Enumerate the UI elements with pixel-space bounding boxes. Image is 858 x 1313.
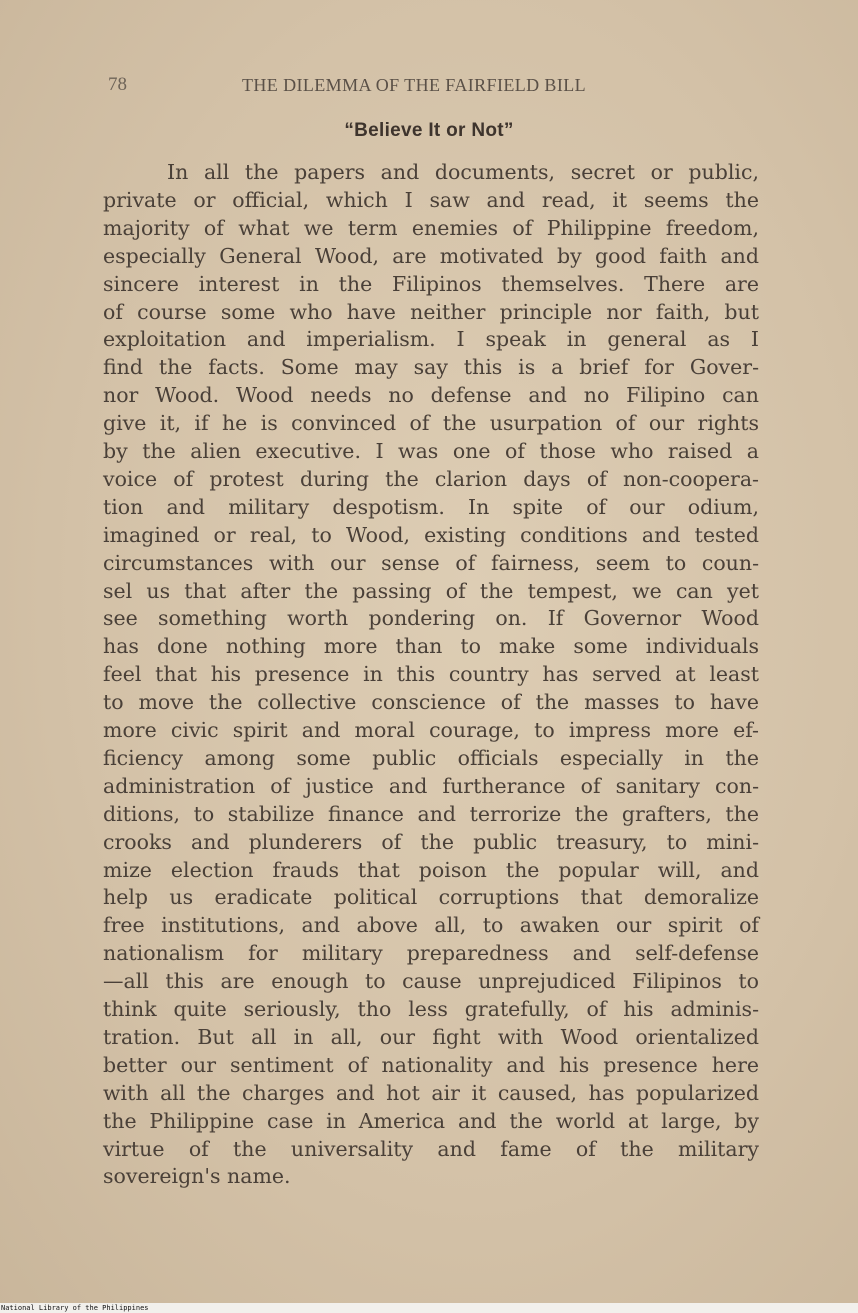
text-line: the Philippine case in America and the world at large, by bbox=[103, 1108, 759, 1133]
running-title: THE DILEMMA OF THE FAIRFIELD BILL bbox=[242, 75, 587, 95]
text-line: ditions, to stabilize finance and terrorize the grafters, the bbox=[103, 801, 759, 826]
text-line: ficiency among some public officials especially in the bbox=[103, 745, 759, 770]
text-line: crooks and plunderers of the public treasury, to mini- bbox=[103, 829, 759, 854]
text-line: circumstances with our sense of fairness, seem to coun- bbox=[103, 550, 759, 575]
text-line: sincere interest in the Filipinos themselves. There are bbox=[103, 271, 759, 296]
running-head bbox=[108, 74, 758, 98]
text-line: exploitation and imperialism. I speak in general as I bbox=[103, 327, 759, 352]
text-line: —all this are enough to cause unprejudiced Filipinos to bbox=[103, 969, 759, 994]
text-line: with all the charges and hot air it caused, has popularized bbox=[103, 1080, 759, 1105]
text-line: nationalism for military preparedness and self-defense bbox=[103, 941, 759, 966]
text-line: give it, if he is convinced of the usurpation of our rights bbox=[103, 411, 759, 436]
text-line: nor Wood. Wood needs no defense and no Filipino can bbox=[103, 383, 759, 408]
text-line: free institutions, and above all, to awaken our spirit of bbox=[103, 913, 759, 938]
text-line: imagined or real, to Wood, existing conditions and tested bbox=[103, 522, 759, 547]
text-line: of course some who have neither principle nor faith, but bbox=[103, 299, 759, 324]
text-line: sovereign's name. bbox=[103, 1164, 291, 1189]
text-line: voice of protest during the clarion days of non-coopera- bbox=[103, 466, 759, 491]
text-line: more civic spirit and moral courage, to impress more ef- bbox=[103, 718, 759, 742]
text-line: to move the collective conscience of the masses to have bbox=[103, 690, 759, 715]
text-line: sel us that after the passing of the tempest, we can yet bbox=[103, 578, 759, 603]
section-heading: “Believe It or Not” bbox=[344, 120, 514, 141]
page-number: 78 bbox=[108, 74, 127, 95]
text-line: find the facts. Some may say this is a brief for Gover- bbox=[103, 355, 759, 380]
text-line: better our sentiment of nationality and his presence here bbox=[103, 1052, 759, 1077]
text-line: think quite seriously, tho less gratefully, of his adminis- bbox=[103, 997, 759, 1021]
text-line: tration. But all in all, our fight with Wood orientalized bbox=[103, 1024, 759, 1049]
text-line: feel that his presence in this country has served at least bbox=[103, 662, 759, 687]
text-line: tion and military despotism. In spite of our odium, bbox=[103, 494, 759, 519]
text-line: help us eradicate political corruptions that demoralize bbox=[103, 885, 759, 910]
text-line: majority of what we term enemies of Philippine freedom, bbox=[103, 215, 759, 240]
text-line: administration of justice and furtherance of sanitary con- bbox=[103, 773, 759, 798]
text-line: mize election frauds that poison the popular will, and bbox=[103, 857, 759, 882]
text-line: especially General Wood, are motivated by good faith and bbox=[103, 243, 759, 268]
text-line: private or official, which I saw and read, it seems the bbox=[103, 187, 759, 212]
text-line: has done nothing more than to make some individuals bbox=[103, 634, 759, 659]
footer-credit: National Library of the Philippines bbox=[1, 1304, 149, 1312]
text-line: virtue of the universality and fame of the military bbox=[103, 1136, 759, 1161]
text-line: by the alien executive. I was one of those who raised a bbox=[103, 439, 759, 463]
text-line: see something worth pondering on. If Governor Wood bbox=[103, 606, 759, 631]
text-line: In all the papers and documents, secret or public, bbox=[167, 160, 759, 184]
